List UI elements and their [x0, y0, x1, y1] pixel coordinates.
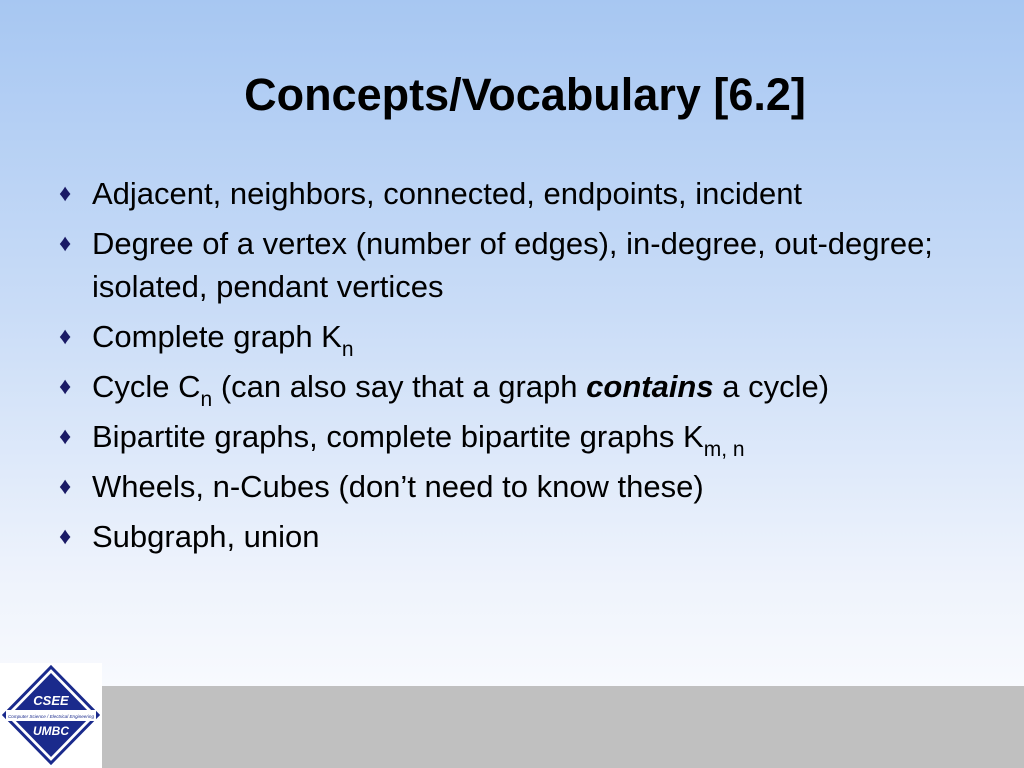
bullet-item — [55, 222, 970, 308]
subscript: n — [341, 338, 354, 361]
logo-band-text: Computer Science / Electrical Engineering — [7, 714, 95, 719]
bullet-text: Complete graph K — [92, 319, 342, 354]
diamond-icon: ♦ — [59, 373, 72, 400]
diamond-icon: ♦ — [59, 423, 72, 450]
bullet-text: Adjacent, neighbors, connected, endpoints, incident — [92, 176, 803, 211]
bullet-item — [55, 465, 970, 508]
bullet-item — [55, 172, 970, 215]
bullet-text: Bipartite graphs, complete bipartite graphs K — [92, 419, 704, 454]
logo-emblem — [2, 665, 100, 765]
subscript: n — [200, 388, 213, 411]
diamond-icon: ♦ — [59, 230, 72, 257]
bullet-text: Subgraph, union — [92, 519, 320, 554]
bullet-item — [55, 415, 970, 461]
bullet-text: Wheels, n-Cubes (don’t need to know these) — [92, 469, 704, 504]
bullet-text: a cycle) — [713, 369, 830, 404]
bullet-list — [55, 172, 970, 565]
bullet-item — [55, 365, 970, 411]
bullet-item — [55, 515, 970, 558]
diamond-icon: ♦ — [59, 473, 72, 500]
csee-umbc-logo — [0, 663, 102, 768]
bullet-text: Degree of a vertex (number of edges), in-degree, out-degree; isolated, pendant vertices — [92, 226, 933, 304]
subscript: m, n — [703, 438, 745, 461]
logo-bottom-text: UMBC — [33, 724, 69, 738]
slide-title: Concepts/Vocabulary [6.2] — [244, 69, 806, 120]
emphasis-text: contains — [586, 369, 714, 404]
diamond-icon: ♦ — [59, 523, 72, 550]
diamond-icon: ♦ — [59, 323, 72, 350]
bullet-text: (can also say that a graph — [212, 369, 587, 404]
bullet-text: Cycle C — [92, 369, 201, 404]
diamond-icon: ♦ — [59, 180, 72, 207]
footer-bar — [102, 686, 1024, 768]
bullet-item — [55, 315, 970, 361]
logo-top-text: CSEE — [33, 693, 69, 708]
